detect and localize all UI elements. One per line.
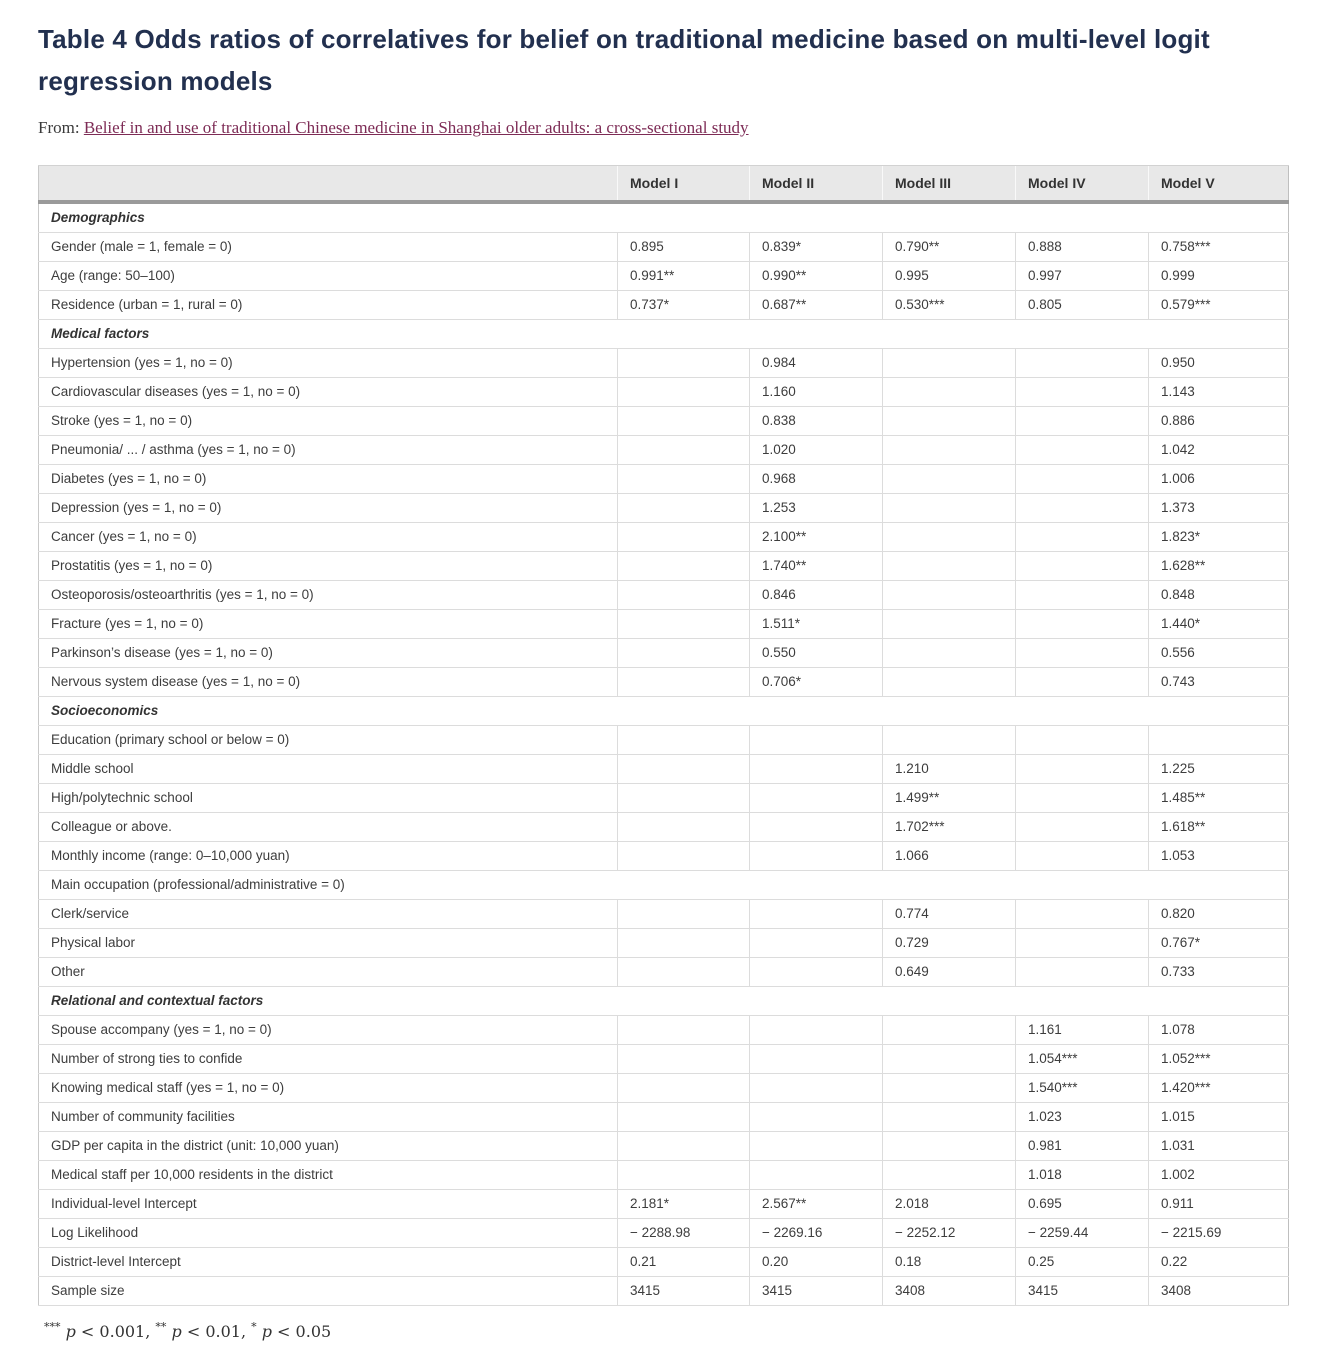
odds-ratio-cell [618,755,750,784]
group-label: Main occupation (professional/administrative = 0) [39,871,1289,900]
row-label: Cardiovascular diseases (yes = 1, no = 0) [39,378,618,407]
odds-ratio-cell: 1.143 [1149,378,1289,407]
odds-ratio-cell [883,1045,1016,1074]
table-row [39,1016,1289,1045]
row-label: Colleague or above. [39,813,618,842]
odds-ratio-cell [883,1103,1016,1132]
odds-ratio-cell: 0.729 [883,929,1016,958]
odds-ratio-cell [750,1045,883,1074]
row-label: Individual-level Intercept [39,1190,618,1219]
odds-ratio-cell: 1.023 [1016,1103,1149,1132]
significance-stars: * [251,1320,257,1334]
odds-ratio-cell: 1.210 [883,755,1016,784]
table-row [39,726,1289,755]
odds-ratio-cell: 2.567** [750,1190,883,1219]
odds-ratio-cell [1016,958,1149,987]
row-label: Fracture (yes = 1, no = 0) [39,610,618,639]
odds-ratio-cell [1016,610,1149,639]
odds-ratio-cell: 1.511* [750,610,883,639]
odds-ratio-cell: 0.579*** [1149,291,1289,320]
odds-ratio-cell: 1.225 [1149,755,1289,784]
row-label: Medical staff per 10,000 residents in the district [39,1161,618,1190]
odds-ratio-cell: 1.618** [1149,813,1289,842]
odds-ratio-cell [1016,581,1149,610]
odds-ratio-cell: − 2259.44 [1016,1219,1149,1248]
table-row [39,378,1289,407]
odds-ratio-cell [618,1016,750,1045]
odds-ratio-cell: 3415 [750,1277,883,1306]
odds-ratio-cell [618,436,750,465]
odds-ratio-cell: 0.820 [1149,900,1289,929]
odds-ratio-cell [750,1132,883,1161]
row-label: Age (range: 50–100) [39,262,618,291]
odds-ratio-cell: 1.540*** [1016,1074,1149,1103]
odds-ratio-cell: 0.767* [1149,929,1289,958]
odds-ratio-cell [883,581,1016,610]
odds-ratio-cell [883,407,1016,436]
odds-ratio-cell: 1.054*** [1016,1045,1149,1074]
odds-ratio-cell [1016,929,1149,958]
odds-ratio-cell: 0.888 [1016,233,1149,262]
odds-ratio-cell [618,1103,750,1132]
odds-ratio-cell [618,465,750,494]
odds-ratio-cell [883,378,1016,407]
odds-ratio-cell: 1.420*** [1149,1074,1289,1103]
table-row [39,813,1289,842]
odds-ratio-cell [618,958,750,987]
odds-ratio-cell: 1.485** [1149,784,1289,813]
odds-ratio-cell: 1.006 [1149,465,1289,494]
odds-ratio-cell: 1.499** [883,784,1016,813]
table-row [39,436,1289,465]
odds-ratio-cell: 0.911 [1149,1190,1289,1219]
odds-ratio-cell: − 2252.12 [883,1219,1016,1248]
odds-ratio-cell [1016,436,1149,465]
table-row [39,262,1289,291]
odds-ratio-cell: 0.990** [750,262,883,291]
odds-ratio-cell: 0.649 [883,958,1016,987]
odds-ratio-cell [1016,813,1149,842]
table-row [39,1132,1289,1161]
table-row [39,929,1289,958]
odds-ratio-cell: 0.999 [1149,262,1289,291]
odds-ratio-cell [883,465,1016,494]
table-row [39,842,1289,871]
odds-ratio-cell: 0.21 [618,1248,750,1277]
row-label: GDP per capita in the district (unit: 10,000 yuan) [39,1132,618,1161]
odds-ratio-cell: 3415 [1016,1277,1149,1306]
row-label: Spouse accompany (yes = 1, no = 0) [39,1016,618,1045]
odds-ratio-cell [1016,784,1149,813]
odds-ratio-cell: 0.805 [1016,291,1149,320]
row-label: High/polytechnic school [39,784,618,813]
odds-ratio-cell [618,668,750,697]
row-label: Other [39,958,618,987]
table-row [39,291,1289,320]
row-label: Parkinson’s disease (yes = 1, no = 0) [39,639,618,668]
odds-ratio-cell: 0.886 [1149,407,1289,436]
table-title: Table 4 Odds ratios of correlatives for belief on traditional medicine based on multi-level logit regression models [38,24,1210,96]
source-line [38,118,1289,138]
odds-ratio-cell: 0.839* [750,233,883,262]
odds-ratio-cell [883,349,1016,378]
section-header-row [39,320,1289,349]
odds-ratio-cell: 0.20 [750,1248,883,1277]
odds-ratio-cell: 1.066 [883,842,1016,871]
odds-ratio-cell: 1.823* [1149,523,1289,552]
row-label: Nervous system disease (yes = 1, no = 0) [39,668,618,697]
odds-ratio-cell: 1.031 [1149,1132,1289,1161]
table-row [39,233,1289,262]
table-row [39,1045,1289,1074]
odds-ratio-cell [618,813,750,842]
section-header-row [39,697,1289,726]
odds-ratio-cell: 0.556 [1149,639,1289,668]
group-label-row [39,871,1289,900]
odds-ratio-cell: − 2288.98 [618,1219,750,1248]
odds-ratio-cell [750,755,883,784]
p-variable: p [65,1322,76,1341]
row-label: Gender (male = 1, female = 0) [39,233,618,262]
row-label: Pneumonia/ ... / asthma (yes = 1, no = 0) [39,436,618,465]
row-label: Prostatitis (yes = 1, no = 0) [39,552,618,581]
odds-ratio-cell: 0.695 [1016,1190,1149,1219]
significance-footnote: *** p < 0.001, ** p < 0.01, * p < 0.05 [44,1320,332,1341]
row-label: Sample size [39,1277,618,1306]
odds-ratio-cell: 3415 [618,1277,750,1306]
section-header-label: Relational and contextual factors [39,987,1289,1016]
odds-ratio-cell: 0.984 [750,349,883,378]
section-header-label: Socioeconomics [39,697,1289,726]
odds-ratio-cell [883,1132,1016,1161]
row-label: Osteoporosis/osteoarthritis (yes = 1, no = 0) [39,581,618,610]
odds-ratio-cell [750,1161,883,1190]
odds-ratio-cell [1016,523,1149,552]
significance-stars: *** [44,1320,61,1334]
odds-ratio-cell: 1.373 [1149,494,1289,523]
odds-ratio-cell: 0.790** [883,233,1016,262]
odds-ratio-cell: 2.181* [618,1190,750,1219]
odds-ratio-cell: 0.968 [750,465,883,494]
odds-ratio-cell [618,494,750,523]
odds-ratio-cell [750,1016,883,1045]
odds-ratio-cell [1016,465,1149,494]
odds-ratio-cell: 0.550 [750,639,883,668]
odds-ratio-cell [883,523,1016,552]
table-row [39,349,1289,378]
row-label: Cancer (yes = 1, no = 0) [39,523,618,552]
section-header-label: Demographics [39,202,1289,233]
odds-ratio-cell [750,726,883,755]
odds-ratio-cell: 0.997 [1016,262,1149,291]
odds-ratio-cell [618,1132,750,1161]
table-body [39,202,1289,1306]
odds-ratio-cell: 0.848 [1149,581,1289,610]
row-label: Log Likelihood [39,1219,618,1248]
from-label: From: [38,118,80,137]
row-label: Physical labor [39,929,618,958]
column-header: Model V [1149,166,1289,203]
table-row [39,900,1289,929]
odds-ratio-cell: 0.774 [883,900,1016,929]
row-label-column-header [39,166,618,203]
odds-ratio-cell: − 2269.16 [750,1219,883,1248]
odds-ratio-cell: 1.053 [1149,842,1289,871]
significance-stars: ** [155,1320,167,1334]
odds-ratio-cell [750,900,883,929]
odds-ratio-cell [1016,639,1149,668]
odds-ratio-cell: 0.758*** [1149,233,1289,262]
odds-ratio-cell [618,639,750,668]
odds-ratio-cell [618,407,750,436]
table-row [39,1103,1289,1132]
table-row [39,958,1289,987]
odds-ratio-cell: 1.160 [750,378,883,407]
table-row [39,1190,1289,1219]
odds-ratio-cell [1016,668,1149,697]
column-header: Model IV [1016,166,1149,203]
odds-ratio-cell [750,958,883,987]
odds-ratio-cell: 1.253 [750,494,883,523]
odds-ratio-cell [618,726,750,755]
row-label: Clerk/service [39,900,618,929]
section-header-label: Medical factors [39,320,1289,349]
odds-ratio-cell: 1.020 [750,436,883,465]
odds-ratio-cell [1016,349,1149,378]
odds-ratio-cell [883,552,1016,581]
row-label: Hypertension (yes = 1, no = 0) [39,349,618,378]
odds-ratio-cell [750,1103,883,1132]
odds-ratio-cell [618,581,750,610]
table-header-row [39,166,1289,203]
odds-ratio-cell: 0.895 [618,233,750,262]
row-label: Knowing medical staff (yes = 1, no = 0) [39,1074,618,1103]
odds-ratio-cell: 0.18 [883,1248,1016,1277]
odds-ratio-cell: 0.743 [1149,668,1289,697]
row-label: Residence (urban = 1, rural = 0) [39,291,618,320]
source-article-link[interactable]: Belief in and use of traditional Chinese medicine in Shanghai older adults: a cross-sectional study [83,118,749,137]
row-label: Number of strong ties to confide [39,1045,618,1074]
odds-ratio-cell: 1.018 [1016,1161,1149,1190]
odds-ratio-cell: 1.440* [1149,610,1289,639]
odds-ratio-cell [1149,726,1289,755]
odds-ratio-cell [1016,552,1149,581]
odds-ratio-cell [883,1074,1016,1103]
odds-ratio-cell [1016,726,1149,755]
odds-ratio-cell [618,378,750,407]
row-label: Education (primary school or below = 0) [39,726,618,755]
table-row [39,755,1289,784]
odds-ratio-cell [883,1161,1016,1190]
row-label: Monthly income (range: 0–10,000 yuan) [39,842,618,871]
odds-ratio-cell: 0.706* [750,668,883,697]
odds-ratio-cell [883,668,1016,697]
row-label: Middle school [39,755,618,784]
odds-ratio-cell: 1.740** [750,552,883,581]
odds-ratio-cell [618,1161,750,1190]
table-row [39,1248,1289,1277]
odds-ratio-cell [1016,494,1149,523]
odds-ratio-cell: 0.737* [618,291,750,320]
odds-ratios-table [38,165,1289,1306]
odds-ratio-cell: 2.018 [883,1190,1016,1219]
odds-ratio-cell: − 2215.69 [1149,1219,1289,1248]
odds-ratio-cell: 0.981 [1016,1132,1149,1161]
odds-ratio-cell [1016,842,1149,871]
odds-ratio-cell [1016,900,1149,929]
table-row [39,610,1289,639]
odds-ratio-cell: 1.052*** [1149,1045,1289,1074]
table-row [39,1219,1289,1248]
odds-ratio-cell [1016,755,1149,784]
odds-ratio-cell [1016,407,1149,436]
odds-ratio-cell: 1.002 [1149,1161,1289,1190]
table-header [39,166,1289,203]
odds-ratio-cell: 0.733 [1149,958,1289,987]
table-row [39,494,1289,523]
odds-ratio-cell: 0.687** [750,291,883,320]
odds-ratio-cell: 0.846 [750,581,883,610]
odds-ratio-cell [618,1045,750,1074]
column-header: Model I [618,166,750,203]
odds-ratio-cell: 1.161 [1016,1016,1149,1045]
odds-ratio-cell [618,842,750,871]
odds-ratio-cell [618,552,750,581]
odds-ratio-cell: 0.950 [1149,349,1289,378]
row-label: Number of community facilities [39,1103,618,1132]
table-row [39,784,1289,813]
odds-ratio-cell [618,784,750,813]
odds-ratio-cell [750,929,883,958]
odds-ratio-cell: 0.838 [750,407,883,436]
column-header: Model III [883,166,1016,203]
table-row [39,407,1289,436]
odds-ratio-cell [750,842,883,871]
column-header: Model II [750,166,883,203]
odds-ratio-cell [618,610,750,639]
table-row [39,581,1289,610]
p-variable: p [261,1322,272,1341]
odds-ratio-cell: 1.078 [1149,1016,1289,1045]
odds-ratio-cell: 1.702*** [883,813,1016,842]
row-label: Diabetes (yes = 1, no = 0) [39,465,618,494]
odds-ratio-cell [883,639,1016,668]
odds-ratio-cell: 1.042 [1149,436,1289,465]
odds-ratio-cell [883,436,1016,465]
odds-ratio-cell [750,813,883,842]
odds-ratio-cell [883,494,1016,523]
table-row [39,465,1289,494]
odds-ratio-cell: 1.015 [1149,1103,1289,1132]
p-variable: p [171,1322,182,1341]
odds-ratio-cell [618,929,750,958]
section-header-row [39,987,1289,1016]
odds-ratio-cell [750,1074,883,1103]
odds-ratio-cell: 0.991** [618,262,750,291]
odds-ratio-cell: 1.628** [1149,552,1289,581]
row-label: Stroke (yes = 1, no = 0) [39,407,618,436]
table-row [39,552,1289,581]
odds-ratio-cell [618,1074,750,1103]
odds-ratio-cell [1016,378,1149,407]
table-row [39,1161,1289,1190]
odds-ratio-cell [883,610,1016,639]
table-row [39,1277,1289,1306]
odds-ratio-cell: 2.100** [750,523,883,552]
odds-ratio-cell [750,784,883,813]
odds-ratio-cell [883,1016,1016,1045]
odds-ratio-cell: 0.25 [1016,1248,1149,1277]
odds-ratio-cell [618,900,750,929]
odds-ratio-cell: 0.995 [883,262,1016,291]
odds-ratio-cell: 3408 [1149,1277,1289,1306]
table-row [39,668,1289,697]
odds-ratio-cell: 0.530*** [883,291,1016,320]
odds-ratio-cell [618,523,750,552]
odds-ratio-cell: 3408 [883,1277,1016,1306]
row-label: Depression (yes = 1, no = 0) [39,494,618,523]
section-header-row [39,202,1289,233]
odds-ratio-cell [618,349,750,378]
odds-ratio-cell: 0.22 [1149,1248,1289,1277]
table-row [39,523,1289,552]
table-row [39,639,1289,668]
table-row [39,1074,1289,1103]
odds-ratio-cell [883,726,1016,755]
row-label: District-level Intercept [39,1248,618,1277]
